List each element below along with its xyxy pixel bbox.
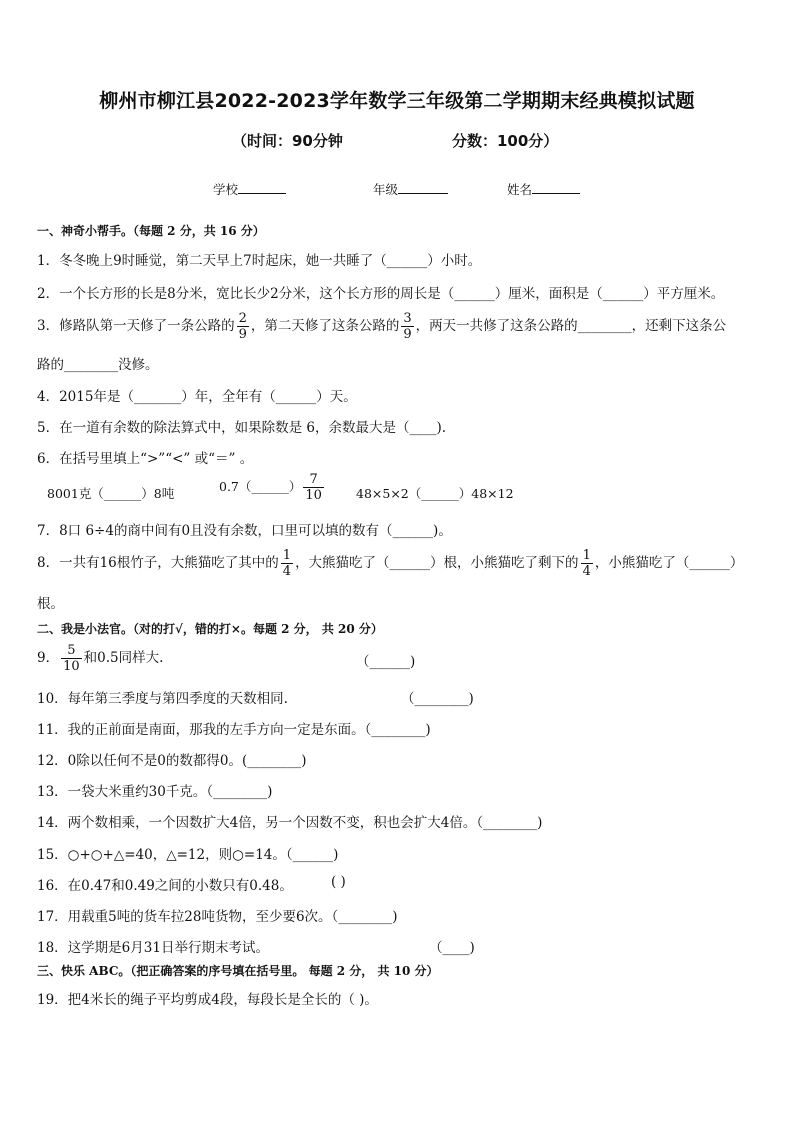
question-12: 12．0除以任何不是0的数都得0。(________) (37, 753, 307, 769)
name-field (507, 180, 580, 198)
question-16-answer[interactable]: ( ) (331, 874, 346, 890)
question-18: 18．这学期是6月31日举行期末考试。 (37, 940, 269, 956)
question-11: 11．我的正前面是南面，那我的左手方向一定是东面。（________) (37, 722, 431, 738)
question-10-answer[interactable]: （________) (401, 691, 474, 707)
section-1-heading: 一、神奇小帮手。（每题 2 分，共 16 分） (37, 224, 265, 238)
grade-field (373, 180, 448, 198)
question-14: 14．两个数相乘，一个因数扩大4倍，另一个因数不变，积也会扩大4倍。（________) (37, 815, 543, 831)
fraction-1-4-b: $\frac{1}{4}$ (582, 548, 591, 579)
fraction-5-10: $\frac{5}{10}$ (63, 643, 80, 674)
fraction-1-4-a: $\frac{1}{4}$ (282, 548, 292, 579)
question-7: 7．8口 6÷4的商中间有0且没有余数，口里可以填的数有（______)。 (37, 523, 452, 539)
question-13: 13．一袋大米重约30千克。（________) (37, 784, 273, 800)
question-18-answer[interactable]: （____) (429, 940, 475, 956)
section-3-heading: 三、快乐 ABC。（把正确答案的序号填在括号里。 每题 2 分， 共 10 分） (37, 964, 439, 978)
question-8-continued: 根。 (37, 596, 64, 612)
question-9-answer[interactable]: （______) (356, 654, 416, 670)
fraction-3-9: $\frac{3}{9}$ (403, 311, 412, 342)
fraction-7-10: $\frac{7}{10}$ (305, 472, 322, 503)
question-3: 3．修路队第一天修了一条公路的 $\frac{2}{9}$ ，第二天修了这条公路的 $\frac{3}{9}$ ，两天一共修了这条公路的________，还剩下这条公 (37, 311, 727, 342)
school-field (213, 180, 286, 198)
question-6-item-2: 0.7（______） $\frac{7}{10}$ (219, 472, 322, 503)
question-5: 5．在一道有余数的除法算式中，如果除数是 6，余数最大是（____). (37, 420, 447, 436)
question-16: 16．在0.47和0.49之间的小数只有0.48。 (37, 878, 293, 894)
question-8: 8．一共有16根竹子，大熊猫吃了其中的 $\frac{1}{4}$ ，大熊猫吃了（______）根，小熊猫吃了剩下的 $\frac{1}{4}$ ，小熊猫吃了（______） (37, 548, 744, 579)
question-9: 9． $\frac{5}{10}$ 和0.5同样大. (37, 643, 164, 674)
question-19: 19．把4米长的绳子平均剪成4段，每段长是全长的（ )。 (37, 992, 378, 1008)
question-1: 1．冬冬晚上9时睡觉，第二天早上7时起床，她一共睡了（______）小时。 (37, 253, 482, 269)
question-6-item-1: 8001克（______）8吨 (47, 486, 175, 501)
question-6: 6．在括号里填上“>”“<” 或“＝” 。 (37, 451, 254, 467)
question-3-continued: 路的________没修。 (37, 357, 159, 373)
grade-label: 年级 (373, 182, 399, 197)
section-2-heading: 二、我是小法官。（对的打√，错的打×。每题 2 分， 共 20 分） (37, 622, 383, 636)
time-limit: （时间：90分钟 (232, 132, 343, 150)
total-score: 分数：100分） (452, 132, 559, 150)
fraction-2-9: $\frac{2}{9}$ (238, 311, 247, 342)
question-4: 4．2015年是（_______）年，全年有（______）天。 (37, 389, 357, 405)
question-2: 2．一个长方形的长是8分米，宽比长少2分米，这个长方形的周长是（______）厘米，面积是（______）平方厘米。 (37, 286, 725, 302)
school-blank[interactable] (238, 181, 286, 194)
name-label: 姓名 (507, 182, 533, 197)
question-6-item-3: 48×5×2（______）48×12 (356, 486, 514, 501)
school-label: 学校 (213, 182, 239, 197)
question-17: 17．用载重5吨的货车拉28吨货物，至少要6次。（________) (37, 909, 398, 925)
name-blank[interactable] (532, 181, 580, 194)
question-10: 10．每年第三季度与第四季度的天数相同. (37, 691, 288, 707)
page-title: 柳州市柳江县2022-2023学年数学三年级第二学期期末经典模拟试题 (99, 90, 695, 112)
question-15: 15．○+○+△=40，△=12，则○=14。（______) (37, 847, 339, 863)
grade-blank[interactable] (398, 181, 448, 194)
